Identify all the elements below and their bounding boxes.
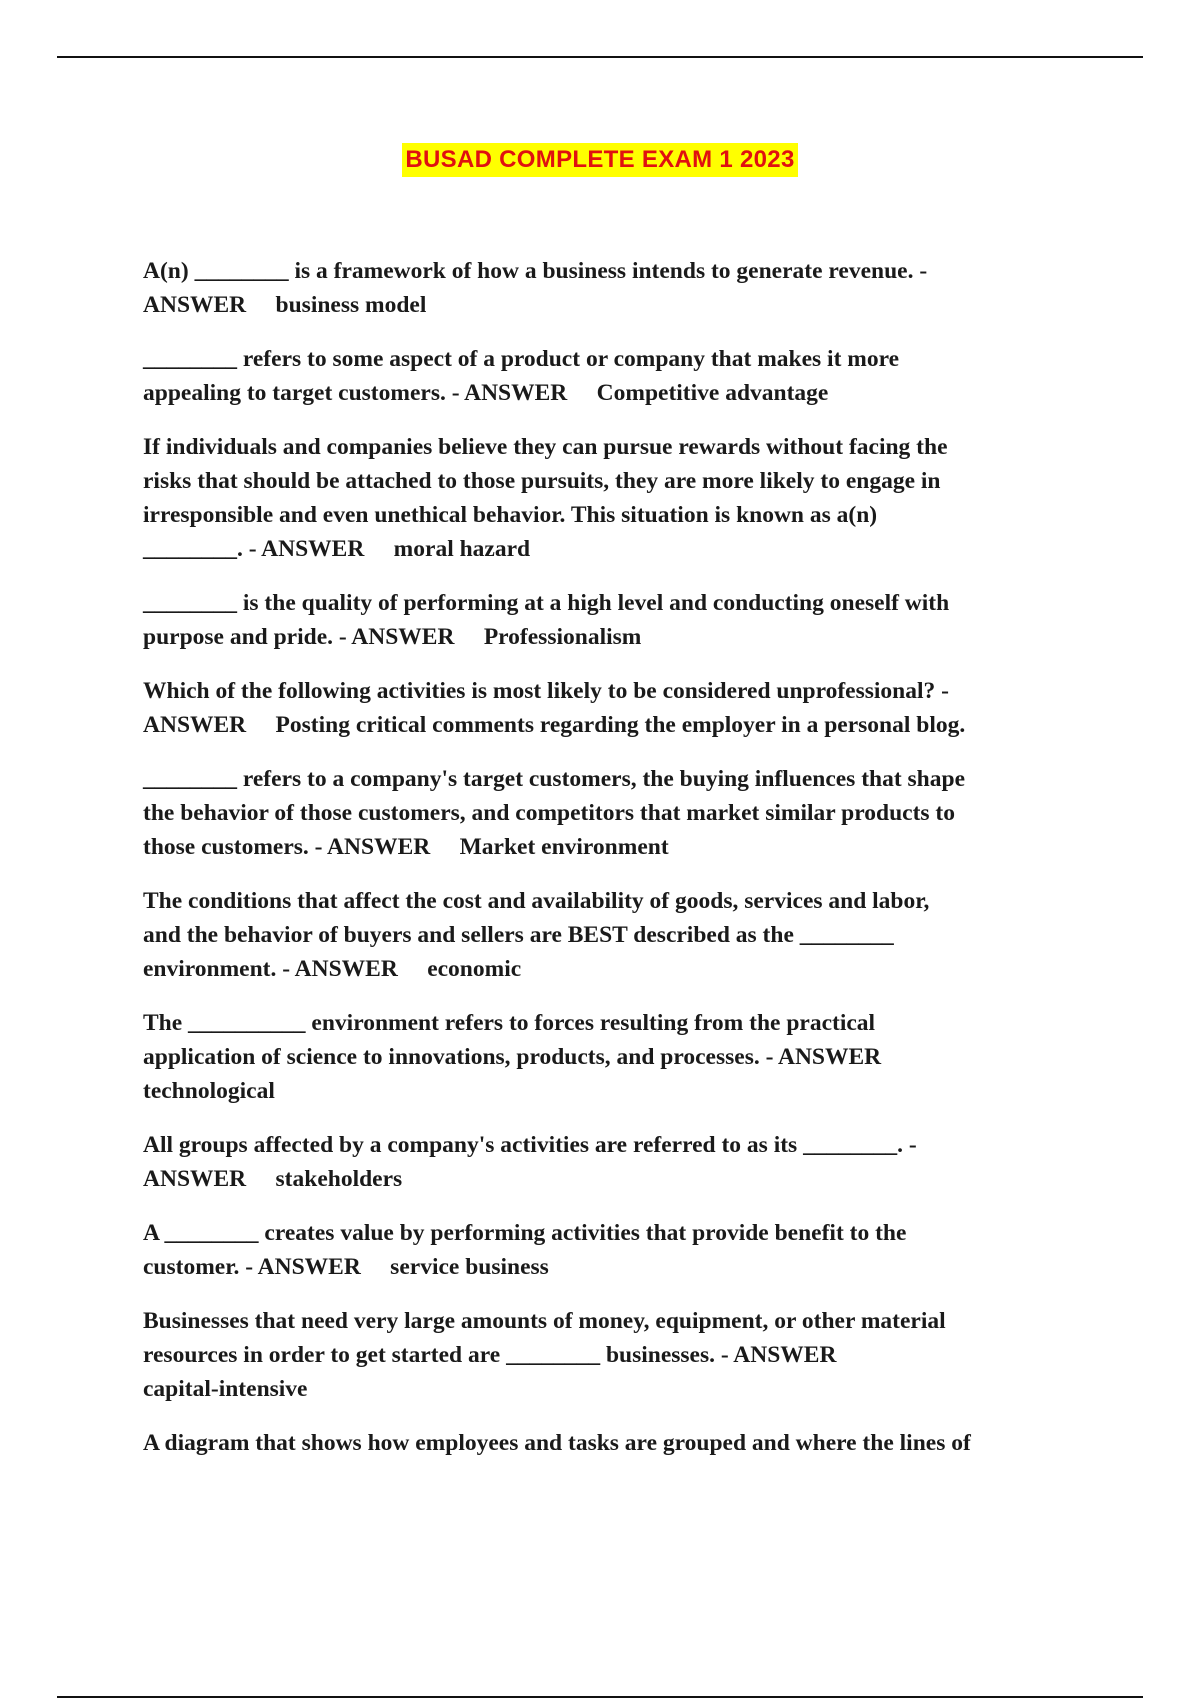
question-answer-item [143, 1216, 1143, 1284]
text-line: ANSWER stakeholders [143, 1166, 403, 1192]
question-answer-item [143, 1426, 1143, 1460]
text-line: and the behavior of buyers and sellers are BEST described as the ________ [143, 922, 894, 948]
text-line: ________ is the quality of performing at a high level and conducting oneself with [143, 590, 950, 616]
question-answer-item [143, 674, 1143, 742]
text-line: purpose and pride. - ANSWER Professionalism [143, 624, 642, 650]
qa-list [143, 254, 1143, 1480]
text-line: the behavior of those customers, and competitors that market similar products to [143, 800, 955, 826]
top-rule [57, 56, 1143, 58]
text-line: The conditions that affect the cost and availability of goods, services and labor, [143, 888, 930, 914]
text-line: resources in order to get started are ________ businesses. - ANSWER [143, 1342, 837, 1368]
text-line: technological [143, 1078, 275, 1104]
text-line: irresponsible and even unethical behavior. This situation is known as a(n) [143, 502, 878, 528]
text-line: All groups affected by a company's activities are referred to as its ________. - [143, 1132, 917, 1158]
text-line: A(n) ________ is a framework of how a business intends to generate revenue. - [143, 258, 928, 284]
text-line: ANSWER Posting critical comments regarding the employer in a personal blog. [143, 712, 966, 738]
question-answer-item [143, 762, 1143, 864]
text-line: ________ refers to a company's target customers, the buying influences that shape [143, 766, 966, 792]
text-line: ANSWER business model [143, 292, 427, 318]
question-answer-item [143, 1006, 1143, 1108]
text-line: A diagram that shows how employees and tasks are grouped and where the lines of [143, 1430, 971, 1456]
text-line: appealing to target customers. - ANSWER Competitive advantage [143, 380, 829, 406]
question-answer-item [143, 884, 1143, 986]
text-line: A ________ creates value by performing activities that provide benefit to the [143, 1220, 907, 1246]
text-line: If individuals and companies believe they can pursue rewards without facing the [143, 434, 948, 460]
title-container [0, 143, 1200, 177]
text-line: ________. - ANSWER moral hazard [143, 536, 531, 562]
text-line: Which of the following activities is most likely to be considered unprofessional? - [143, 678, 949, 704]
bottom-rule [57, 1696, 1143, 1698]
text-line: application of science to innovations, products, and processes. - ANSWER [143, 1044, 882, 1070]
question-answer-item [143, 1128, 1143, 1196]
text-line: The __________ environment refers to forces resulting from the practical [143, 1010, 876, 1036]
question-answer-item [143, 1304, 1143, 1406]
text-line: environment. - ANSWER economic [143, 956, 522, 982]
question-answer-item [143, 586, 1143, 654]
text-line: ________ refers to some aspect of a product or company that makes it more [143, 346, 900, 372]
text-line: capital-intensive [143, 1376, 308, 1402]
question-answer-item [143, 254, 1143, 322]
text-line: risks that should be attached to those pursuits, they are more likely to engage in [143, 468, 941, 494]
text-line: those customers. - ANSWER Market environment [143, 834, 669, 860]
document-title: BUSAD COMPLETE EXAM 1 2023 [402, 143, 797, 177]
text-line: customer. - ANSWER service business [143, 1254, 549, 1280]
question-answer-item [143, 342, 1143, 410]
question-answer-item [143, 430, 1143, 566]
text-line: Businesses that need very large amounts of money, equipment, or other material [143, 1308, 946, 1334]
